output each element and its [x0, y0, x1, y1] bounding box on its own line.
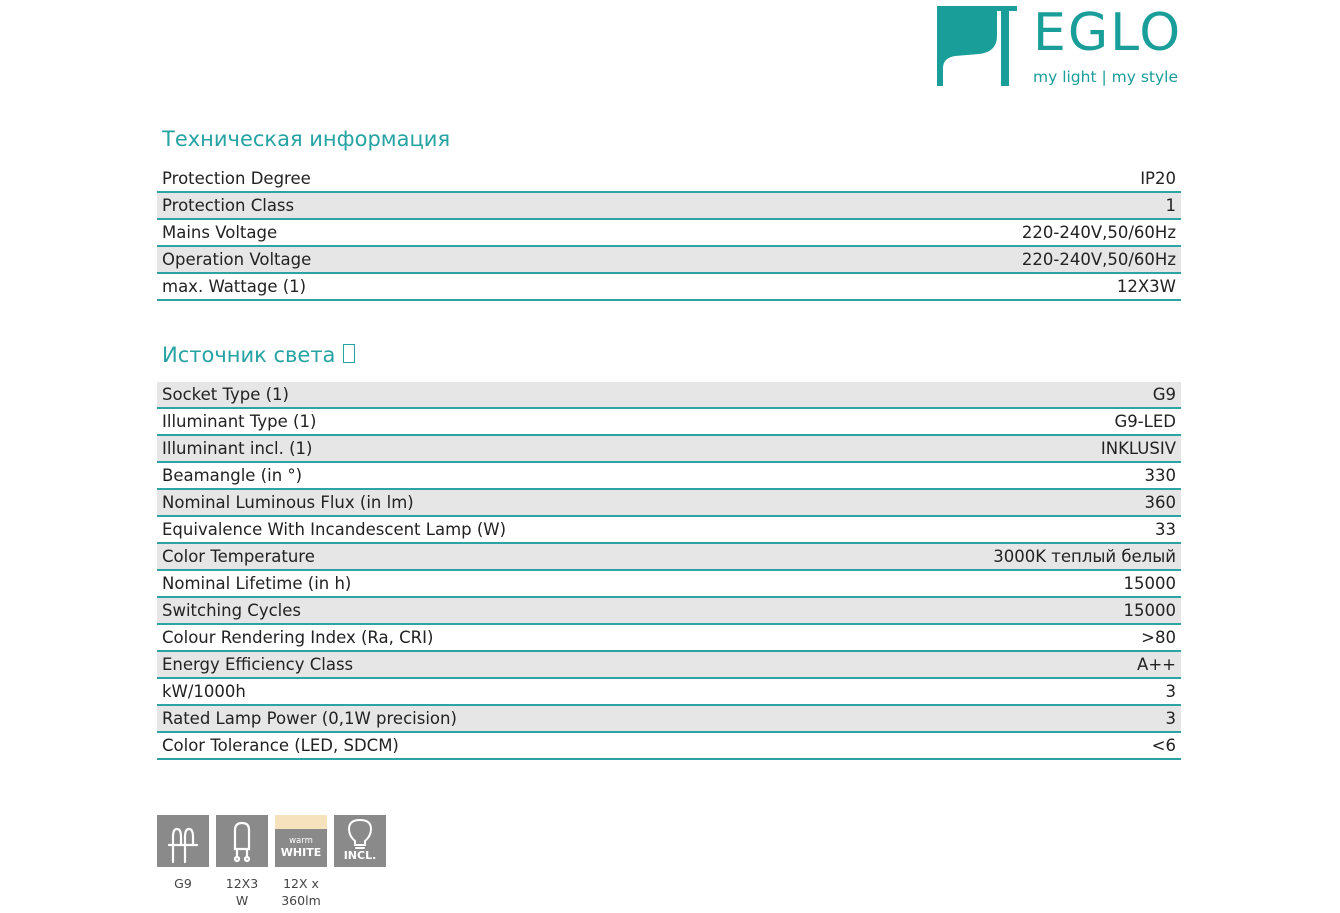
icon-caption [212, 875, 272, 909]
row-label: Protection Degree [157, 166, 669, 192]
brand-name: EGLO [1033, 3, 1183, 63]
row-value: 12X3W [669, 273, 1181, 300]
table-row [157, 651, 1181, 678]
row-label: Switching Cycles [157, 597, 669, 624]
incl-badge: INCL. [343, 849, 377, 862]
light-source-title [162, 341, 355, 369]
row-label: Mains Voltage [157, 219, 669, 246]
technical-info-title-text: Техническая информация [162, 127, 451, 151]
row-label: Illuminant Type (1) [157, 408, 669, 435]
table-row [157, 705, 1181, 732]
row-value: 15000 [669, 570, 1181, 597]
icon-caption-line: W [235, 893, 249, 908]
table-row [157, 570, 1181, 597]
row-label: Nominal Luminous Flux (in lm) [157, 489, 669, 516]
row-label: Color Temperature [157, 543, 669, 570]
row-label: Rated Lamp Power (0,1W precision) [157, 705, 669, 732]
row-label: Color Tolerance (LED, SDCM) [157, 732, 669, 759]
row-value: 15000 [669, 597, 1181, 624]
row-label: Operation Voltage [157, 246, 669, 273]
row-value: 220-240V,50/60Hz [669, 246, 1181, 273]
bulb-included-icon [334, 815, 386, 867]
row-value: 3 [669, 678, 1181, 705]
brand-tagline: my light | my style [1033, 68, 1178, 86]
icon-caption [271, 875, 331, 909]
warm-white-icon [275, 815, 327, 867]
row-value: >80 [669, 624, 1181, 651]
light-source-title-text: Источник света [162, 343, 336, 367]
row-label: Energy Efficiency Class [157, 651, 669, 678]
table-row [157, 166, 1181, 192]
table-row [157, 192, 1181, 219]
white-label: WHITE [280, 846, 322, 859]
technical-info-title [162, 125, 450, 153]
row-label: kW/1000h [157, 678, 669, 705]
row-label: Nominal Lifetime (in h) [157, 570, 669, 597]
row-label: Protection Class [157, 192, 669, 219]
table-row [157, 435, 1181, 462]
table-row [157, 489, 1181, 516]
table-row [157, 273, 1181, 300]
table-row [157, 462, 1181, 489]
row-value: 360 [669, 489, 1181, 516]
light-source-table [157, 382, 1181, 760]
brand-logo [937, 3, 1187, 88]
row-value: INKLUSIV [669, 435, 1181, 462]
row-value: 3000K теплый белый [669, 543, 1181, 570]
table-row [157, 543, 1181, 570]
row-value: 33 [669, 516, 1181, 543]
icon-caption-line: 360lm [281, 893, 321, 908]
eglo-logo-icon [937, 6, 1017, 86]
row-label: Colour Rendering Index (Ra, CRI) [157, 624, 669, 651]
warm-color-band [275, 815, 327, 829]
table-row [157, 408, 1181, 435]
row-value: G9 [669, 382, 1181, 408]
table-row [157, 516, 1181, 543]
warm-label: warm [289, 836, 313, 846]
row-value: 330 [669, 462, 1181, 489]
row-value: A++ [669, 651, 1181, 678]
row-value: 3 [669, 705, 1181, 732]
placeholder-box-icon [343, 344, 355, 363]
row-label: Equivalence With Incandescent Lamp (W) [157, 516, 669, 543]
icon-caption-line: 12X x [283, 876, 319, 891]
row-label: Illuminant incl. (1) [157, 435, 669, 462]
row-value: <6 [669, 732, 1181, 759]
table-row [157, 219, 1181, 246]
table-row [157, 678, 1181, 705]
table-row [157, 597, 1181, 624]
g9-socket-icon [157, 815, 209, 867]
table-row [157, 382, 1181, 408]
table-row [157, 732, 1181, 759]
row-value: IP20 [669, 166, 1181, 192]
row-label: Beamangle (in °) [157, 462, 669, 489]
icon-caption-line: G9 [174, 876, 192, 891]
row-label: max. Wattage (1) [157, 273, 669, 300]
led-bulb-icon [216, 815, 268, 867]
row-value: 1 [669, 192, 1181, 219]
row-value: 220-240V,50/60Hz [669, 219, 1181, 246]
row-value: G9-LED [669, 408, 1181, 435]
technical-info-table [157, 166, 1181, 301]
icon-caption [153, 875, 213, 892]
row-label: Socket Type (1) [157, 382, 669, 408]
table-row [157, 624, 1181, 651]
icon-caption-line: 12X3 [225, 876, 259, 891]
table-row [157, 246, 1181, 273]
